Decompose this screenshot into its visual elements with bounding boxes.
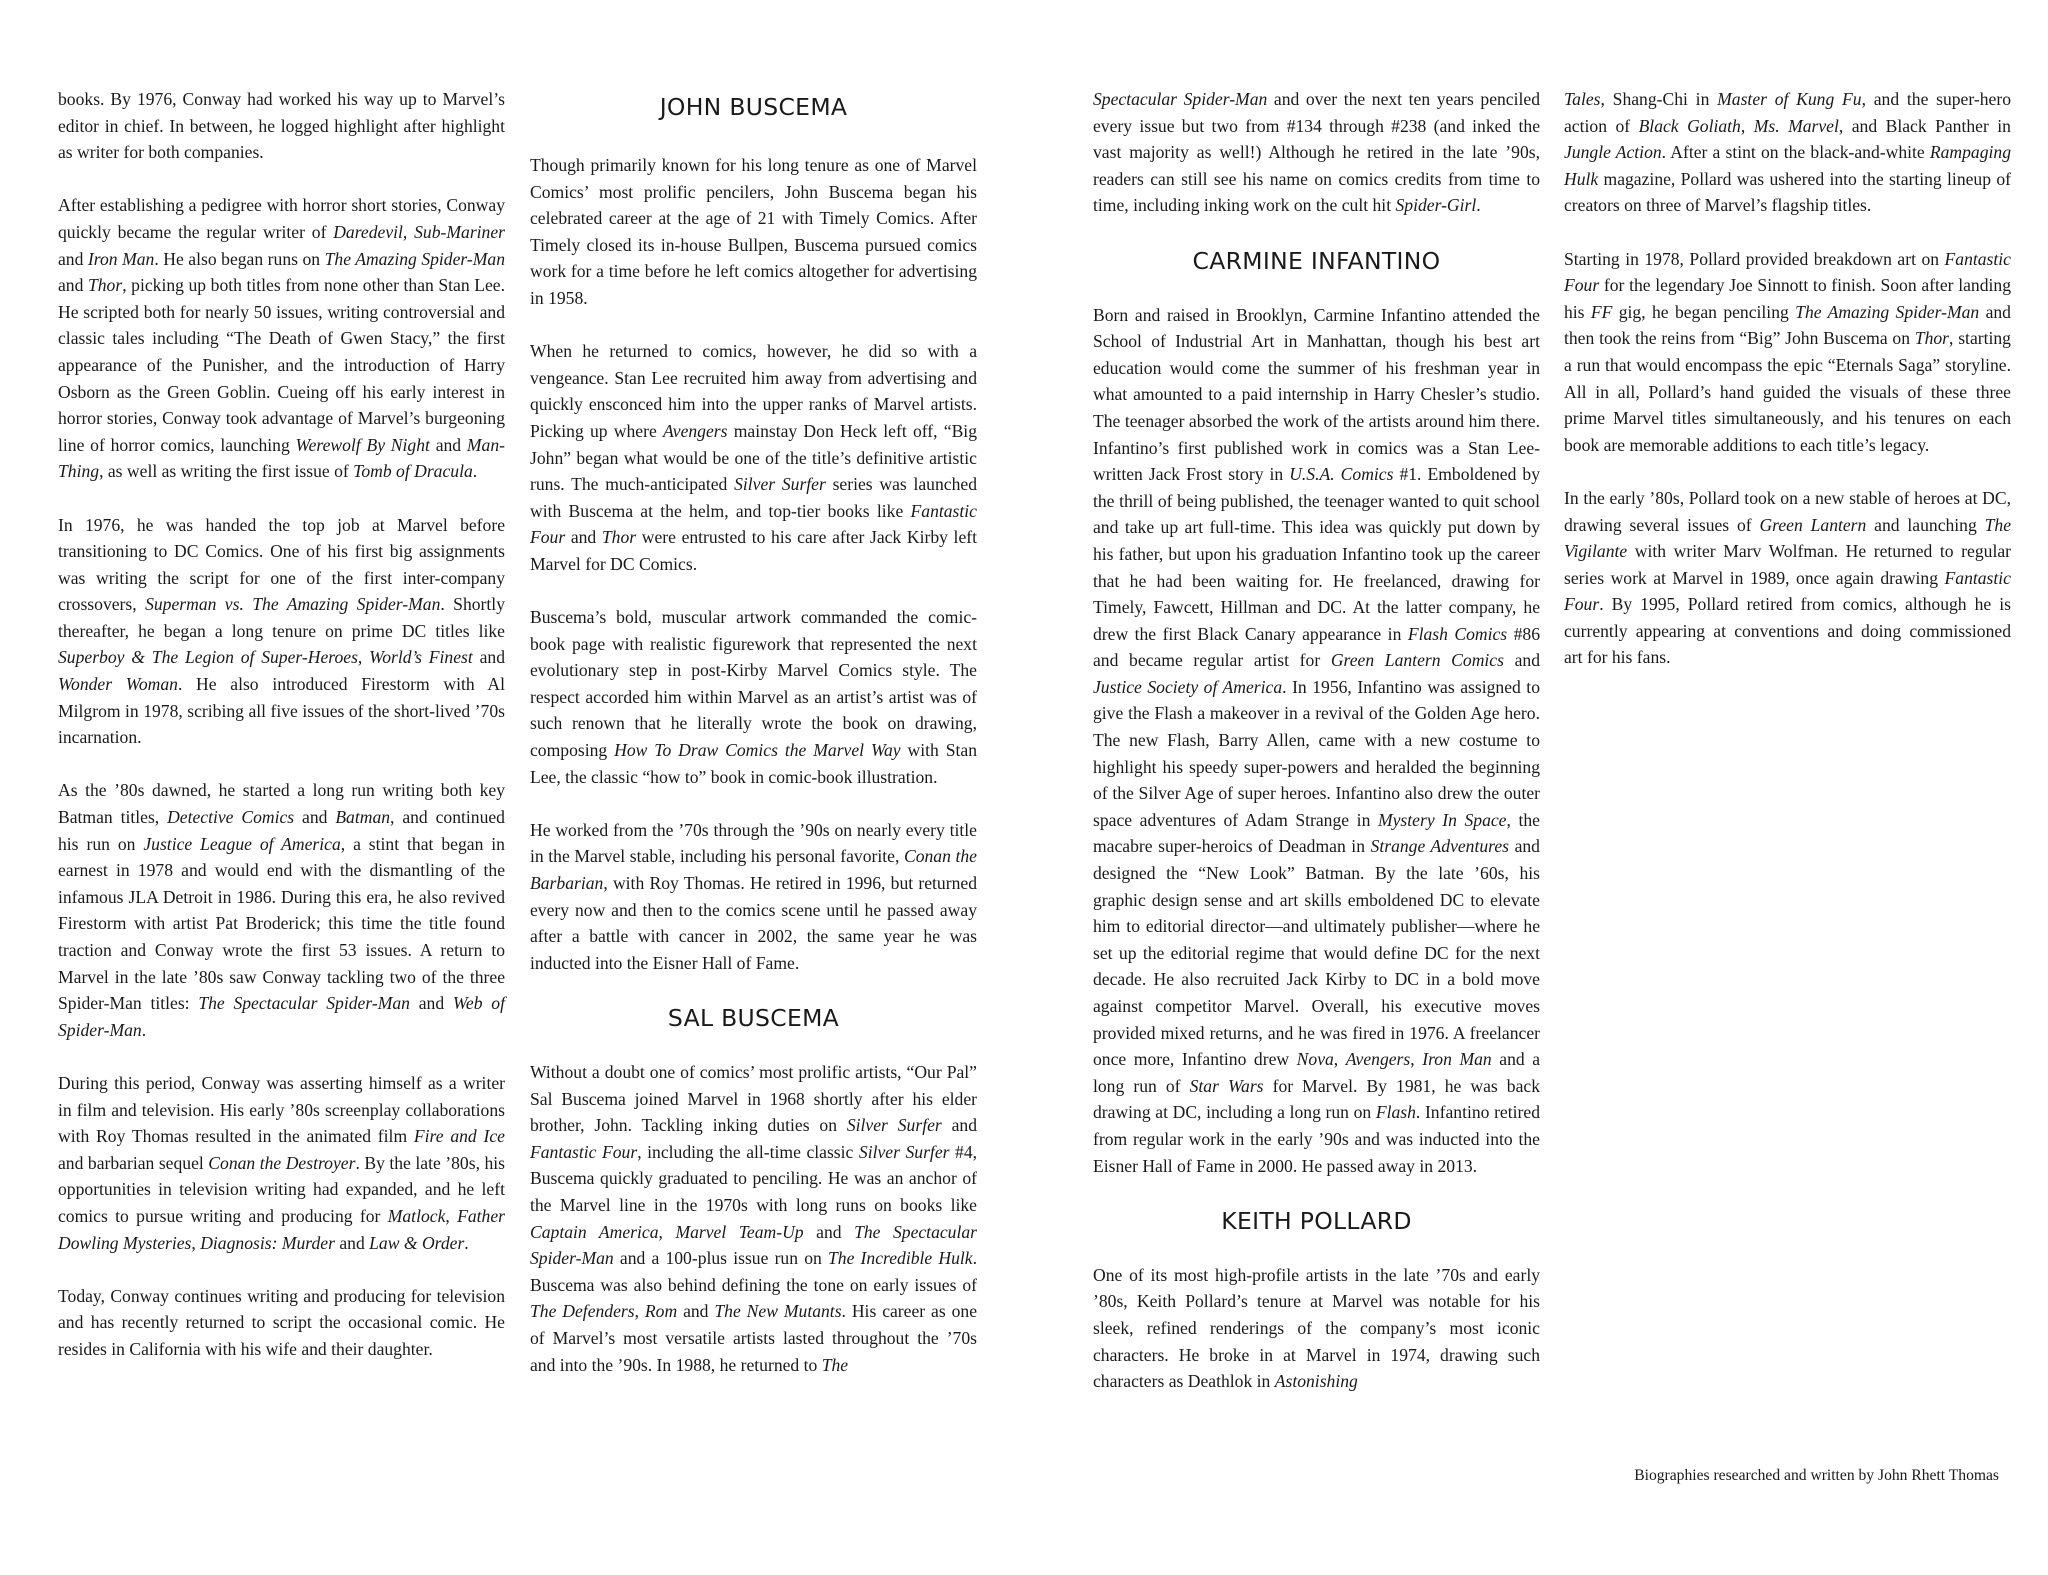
text-run: , and the super-hero action of (1564, 89, 2011, 136)
text-run: , (1740, 115, 1754, 136)
text-run: and over the next ten years penciled every issue but two from #134 through #238 (and inked the vast majority as well!) Although he retired in the late ’90s, readers can still see his name on comics credits from time to time, including inking work on the cult hit (1093, 89, 1541, 216)
text-run: series was launched with Buscema at the helm, and top-tier books like (530, 474, 977, 521)
italic-title: Star Wars (1189, 1075, 1264, 1096)
italic-title: The Incredible Hulk (827, 1248, 973, 1269)
text-run: , (191, 1232, 201, 1253)
italic-title: The Vigilante (1564, 514, 2011, 562)
italic-title: Green Lantern (1759, 514, 1867, 535)
text-run: , including the all-time classic (637, 1141, 859, 1162)
italic-title: Werewolf By Night (295, 434, 430, 455)
text-run: . His career as one of Marvel’s most versatile artists lasted throughout the ’70s and into the ’90s. In 1988, he returned to (530, 1301, 978, 1375)
text-run: . Shortly thereafter, he began a long tenure on prime DC titles like (58, 594, 505, 641)
text-run: and (803, 1221, 855, 1242)
text-run: . (1476, 195, 1481, 216)
text-run: , and continued his run on (58, 807, 505, 854)
text-run: #4, Buscema quickly graduated to penciling. He was an anchor of the Marvel line in the 1970s with long runs on books like (530, 1141, 978, 1215)
text-run: and launching (1866, 514, 1985, 535)
paragraph: Today, Conway continues writing and producing for television and has recently returned to script the occasional comic. He resides in California with his wife and their daughter. (58, 1285, 505, 1359)
text-run: One of its most high-profile artists in the late ’70s and early ’80s, Keith Pollard’s tenure at Marvel was notable for his sleek, refined renderings of the company’s most iconic characters. He broke in at Marvel in 1974, drawing such characters as Deathlok in (1093, 1264, 1540, 1392)
text-run: , (1333, 1049, 1346, 1070)
text-run: , and Black Panther in (1838, 115, 2011, 136)
text-run: and (429, 434, 467, 455)
text-run: . By the late ’80s, his opportunities in television writing had expanded, and he left comics to pursue writing and producing for (58, 1152, 506, 1226)
text-run: During this period, Conway was asserting himself as a writer in film and television. His early ’80s screenplay collaborations with Roy Thomas resulted in the animated film (58, 1072, 505, 1147)
text-run: and (1503, 650, 1540, 671)
italic-title: The Spectacular Spider-Man (198, 993, 410, 1014)
italic-title: Law & Order (369, 1232, 465, 1253)
italic-title: U.S.A. Comics (1289, 464, 1394, 485)
text-run: and (58, 275, 88, 296)
text-run: mainstay Don Heck left off, “Big John” began what would be one of the title’s definitive artistic runs. The much-anticipated (530, 420, 977, 495)
text-run: for the legendary Joe Sinnott to finish. Soon after landing his (1564, 275, 2011, 322)
italic-title: Fire and Ice (413, 1126, 505, 1147)
italic-title: Ms. Marvel (1753, 115, 1839, 136)
text-run: and designed the “New Look” Batman. By the late ’60s, his graphic design sense and art skills emboldened DC to elevate him to editorial director—and ultimately publisher—where he set up the editorial regime that would define DC for the next decade. He also recruited Jack Kirby to DC in a bold move against competitor Marvel. Overall, his executive moves provided mixed returns, and he was fired in 1976. A freelancer once more, Infantino drew (1093, 836, 1540, 1070)
text-run: magazine, Pollard was ushered into the starting lineup of creators on three of Marvel’s flagship titles. (1564, 168, 2011, 216)
text-run: Starting in 1978, Pollard provided breakdown art on (1564, 248, 1945, 269)
text-run: In the early ’80s, Pollard took on a new stable of heroes at DC, drawing several issues of (1564, 487, 2011, 535)
italic-title: Green Lantern Comics (1330, 650, 1504, 671)
text-run: and (409, 993, 453, 1014)
italic-title: Man-Thing (58, 434, 505, 482)
paragraph (58, 1070, 505, 1256)
text-run: . In 1956, Infantino was assigned to give the Flash a makeover in a revival of the Golden Age hero. The new Flash, Barry Allen, came with a new costume to highlight his speedy super-powers and heralded the beginning of the Silver Age of super heroes. Infantino also drew the outer space adventures of Adam Strange in (1093, 676, 1540, 830)
text-run: . After a stint on the black-and-white (1661, 142, 1930, 163)
text-run: and then took the reins from “Big” John Buscema on (1564, 301, 2011, 349)
text-run: . (464, 1232, 469, 1253)
italic-title: Captain America (530, 1221, 659, 1242)
text-run: , with Roy Thomas. He retired in 1996, but returned every now and then to the comics scene until he passed away after a battle with cancer in 2002, the same year he was inducted into the Eisner Hall of Fame. (530, 873, 977, 973)
paragraph (1093, 1262, 1540, 1395)
text-run: and a long run of (1093, 1049, 1541, 1096)
section-heading-keith-pollard: KEITH POLLARD (1221, 1206, 1412, 1235)
italic-title: Black Goliath (1638, 115, 1741, 136)
italic-title: Flash (1375, 1102, 1416, 1123)
italic-title: Daredevil (333, 221, 403, 242)
text-run: with Stan Lee, the classic “how to” book in comic-book illustration. (530, 740, 977, 787)
italic-title: Flash Comics (1407, 623, 1508, 644)
text-run: , the macabre super-heroics of Deadman in (1093, 809, 1540, 857)
paragraph (530, 604, 977, 790)
italic-title: Fantastic Four (530, 1141, 638, 1162)
text-run: As the ’80s dawned, he started a long run writing both key Batman titles, (58, 780, 505, 828)
italic-title: Thor (87, 275, 123, 296)
text-run: gig, he began penciling (1612, 301, 1796, 322)
text-run: When he returned to comics, however, he did so with a vengeance. Stan Lee recruited him away from advertising and quickly ensconced him into the upper ranks of Marvel artists. Picking up where (530, 341, 977, 441)
text-run: with writer Marv Wolfman. He returned to regular series work at Marvel in 1989, once again drawing (1564, 541, 2011, 588)
italic-title: Spider-Girl (1395, 195, 1477, 216)
paragraph (530, 817, 977, 977)
italic-title: The Amazing Spider-Man (324, 248, 506, 269)
italic-title: Mystery In Space (1377, 809, 1507, 830)
text-run: , (658, 1221, 676, 1242)
text-run: for Marvel. By 1981, he was back drawing at DC, including a long run on (1093, 1075, 1540, 1123)
text-run: and (941, 1115, 978, 1136)
paragraph (1564, 86, 2011, 219)
text-run: , as well as writing the first issue of (99, 461, 354, 482)
italic-title: Thor (601, 527, 637, 548)
text-run: . (141, 1019, 147, 1040)
text-run: were entrusted to his care after Jack Kirby left Marvel for DC Comics. (530, 527, 977, 574)
paragraph (1093, 302, 1540, 1180)
italic-title: Master of Kung Fu (1717, 89, 1862, 109)
text-run: , (445, 1205, 458, 1226)
text-run: , (1410, 1049, 1423, 1070)
italic-title: Batman (335, 807, 391, 828)
italic-title: FF (1590, 301, 1613, 322)
italic-title: Tomb of Dracula (353, 461, 473, 482)
italic-title: How To Draw Comics the Marvel Way (614, 740, 901, 761)
italic-title: Diagnosis: Murder (200, 1232, 335, 1253)
italic-title: Silver Surfer (846, 1115, 942, 1136)
italic-title: Fantastic Four (1564, 248, 2011, 296)
text-run: Born and raised in Brooklyn, Carmine Infantino attended the School of Industrial Art in Manhattan, though his best art education would come the summer of his freshman year in what amounted to a paid internship in Harry Chesler’s studio. The teenager absorbed the work of the artists around him there. Infantino’s first published work in comics was a Stan Lee-written Jack Frost story in (1093, 304, 1540, 485)
section-heading-carmine-infantino: CARMINE INFANTINO (1192, 246, 1441, 275)
italic-title: Thor (1914, 328, 1950, 349)
italic-title: Rom (644, 1301, 678, 1322)
text-run: Buscema’s bold, muscular artwork commanded the comic-book page with realistic figurework that represented the next evolutionary step in post-Kirby Marvel Comics style. The respect accorded him within Marvel as an artist’s artist was of such renown that he literally wrote the book on drawing, composing (530, 607, 977, 761)
italic-title: The New Mutants (714, 1301, 842, 1322)
text-run: #1. Emboldened by the thrill of being published, the teenager wanted to quit school and take up art full-time. This idea was quickly put down by his father, but upon his graduation Infantino took up the career that he had been waiting for. He freelanced, drawing for Timely, Fawcett, Hillman and DC. At the latter company, he drew the first Black Canary appearance in (1093, 464, 1540, 644)
italic-title: The Defenders (530, 1301, 635, 1322)
column-3 (1093, 86, 1540, 1421)
italic-title: Marvel Team-Up (675, 1221, 804, 1242)
italic-title: Avengers (1345, 1049, 1411, 1070)
italic-title: Justice League of America (143, 833, 341, 854)
text-run: . Buscema was also behind defining the tone on early issues of (530, 1248, 977, 1295)
italic-title: Father Dowling Mysteries (58, 1205, 505, 1253)
section-heading-john-buscema: JOHN BUSCEMA (659, 93, 848, 121)
italic-title: Justice Society of America (1093, 676, 1283, 697)
italic-title: Silver Surfer (858, 1141, 950, 1162)
italic-title: Astonishing (1274, 1371, 1358, 1392)
italic-title: Detective Comics (167, 807, 295, 828)
text-run: and (294, 807, 336, 828)
italic-title: Fantastic Four (530, 500, 977, 548)
italic-title: Iron Man (87, 248, 155, 269)
italic-title: Avengers (662, 420, 728, 441)
column-2 (530, 92, 977, 1405)
italic-title: Superman vs. The Amazing Spider-Man (145, 594, 441, 615)
italic-title: World’s Finest (369, 647, 473, 668)
italic-title: Strange Adventures (1370, 836, 1510, 857)
text-run: and (334, 1232, 370, 1253)
italic-title: Spectacular Spider-Man (1093, 89, 1268, 109)
italic-title: Conan the Barbarian (530, 846, 977, 894)
text-run: . By 1995, Pollard retired from comics, although he is currently appearing at conventions and doing commissioned art for his fans. (1564, 594, 2011, 668)
text-run: , starting a run that would encompass the epic “Eternals Saga” storyline. All in all, Pollard’s hand guided the visuals of these three prime Marvel titles simultaneously, and his tenures on each book are memorable additions to each title’s legacy. (1564, 328, 2011, 455)
text-run: . Infantino retired from regular work in the early ’90s and was inducted into the Eisner Hall of Fame in 2000. He passed away in 2013. (1093, 1102, 1540, 1176)
author-credit: Biographies researched and written by John Rhett Thomas (1634, 1467, 1999, 1484)
italic-title: Tales (1564, 89, 1601, 109)
italic-title: Nova (1296, 1049, 1334, 1070)
text-run: , (357, 647, 370, 668)
text-run: , (634, 1301, 645, 1322)
italic-title: Iron Man (1422, 1049, 1492, 1070)
text-run: In 1976, he was handed the top job at Marvel before transitioning to DC Comics. One of his first big assignments was writing the script for one of the first inter-company crossovers, (58, 514, 505, 615)
text-run: #86 and became regular artist for (1093, 623, 1540, 671)
paragraph (58, 512, 505, 751)
paragraph (58, 192, 505, 485)
italic-title: The (821, 1354, 849, 1375)
italic-title: Web of Spider-Man (58, 993, 505, 1040)
text-run: , Shang-Chi in (1600, 89, 1718, 109)
text-run: and barbarian sequel (58, 1152, 209, 1173)
paragraph (58, 777, 505, 1043)
italic-title: The Spectacular Spider-Man (530, 1221, 978, 1269)
italic-title: Sub-Mariner (414, 221, 506, 242)
italic-title: Silver Surfer (734, 474, 826, 495)
paragraph (1093, 86, 1540, 219)
italic-title: Jungle Action (1564, 142, 1662, 163)
italic-title: Rampaging Hulk (1564, 142, 2011, 189)
italic-title: The Amazing Spider-Man (1795, 301, 1980, 322)
text-run: After establishing a pedigree with horror short stories, Conway quickly became the regular writer of (58, 195, 505, 242)
section-heading-sal-buscema: SAL BUSCEMA (667, 1004, 840, 1032)
paragraph: Though primarily known for his long tenure as one of Marvel Comics’ most prolific pencilers, John Buscema began his celebrated career at the age of 21 with Timely Comics. After Timely closed its in-house Bullpen, Buscema pursued comics work for a time before he left comics altogether for advertising in 1958. (530, 155, 977, 308)
italic-title: Fantastic Four (1564, 567, 2011, 615)
column-4 (1564, 86, 2011, 698)
text-run: and (677, 1301, 715, 1322)
text-run: . He also introduced Firestorm with Al Milgrom in 1978, scribing all five issues of the short-lived ’70s incarnation. (58, 674, 505, 748)
text-run: and (58, 248, 88, 269)
text-run: and (472, 647, 505, 668)
italic-title: Superboy & The Legion of Super-Heroes (58, 647, 358, 668)
italic-title: Wonder Woman (58, 674, 178, 695)
text-run: and (565, 527, 602, 548)
paragraph (530, 1059, 977, 1378)
italic-title: Conan the Destroyer (208, 1152, 356, 1173)
text-run: He worked from the ’70s through the ’90s on nearly every title in the Marvel stable, including his personal favorite, (530, 819, 977, 867)
paragraph (1564, 246, 2011, 459)
text-run: , (402, 221, 415, 242)
text-run: , picking up both titles from none other than Stan Lee. He scripted both for nearly 50 issues, writing controversial and classic tales including “The Death of Gwen Stacy,” the first appearance of the Punisher, and the introduction of Harry Osborn as the Green Goblin. Cueing off his early interest in horror stories, Conway took advantage of Marvel’s burgeoning line of horror comics, launching (58, 275, 505, 455)
paragraph (530, 338, 977, 577)
text-run: , a stint that began in earnest in 1978 and would end with the dismantling of the infamous JLA Detroit in 1986. During this era, he also revived Firestorm with artist Pat Broderick; this time the title found traction and Conway wrote the first 53 issues. A return to Marvel in the late ’80s saw Conway tackling two of the three Spider-Man titles: (58, 833, 505, 1014)
text-run: and a 100-plus issue run on (613, 1248, 828, 1269)
text-run: Without a doubt one of comics’ most prolific artists, “Our Pal” Sal Buscema joined Marvel in 1968 shortly after his elder brother, John. Tackling inking duties on (530, 1062, 977, 1136)
text-run: . He also began runs on (154, 248, 325, 269)
paragraph: books. By 1976, Conway had worked his way up to Marvel’s editor in chief. In between, he logged highlight after highlight as writer for both companies. (58, 89, 505, 163)
paragraph (1564, 485, 2011, 671)
column-1 (58, 86, 505, 1389)
italic-title: Matlock (387, 1205, 446, 1226)
text-run: . (472, 461, 478, 482)
